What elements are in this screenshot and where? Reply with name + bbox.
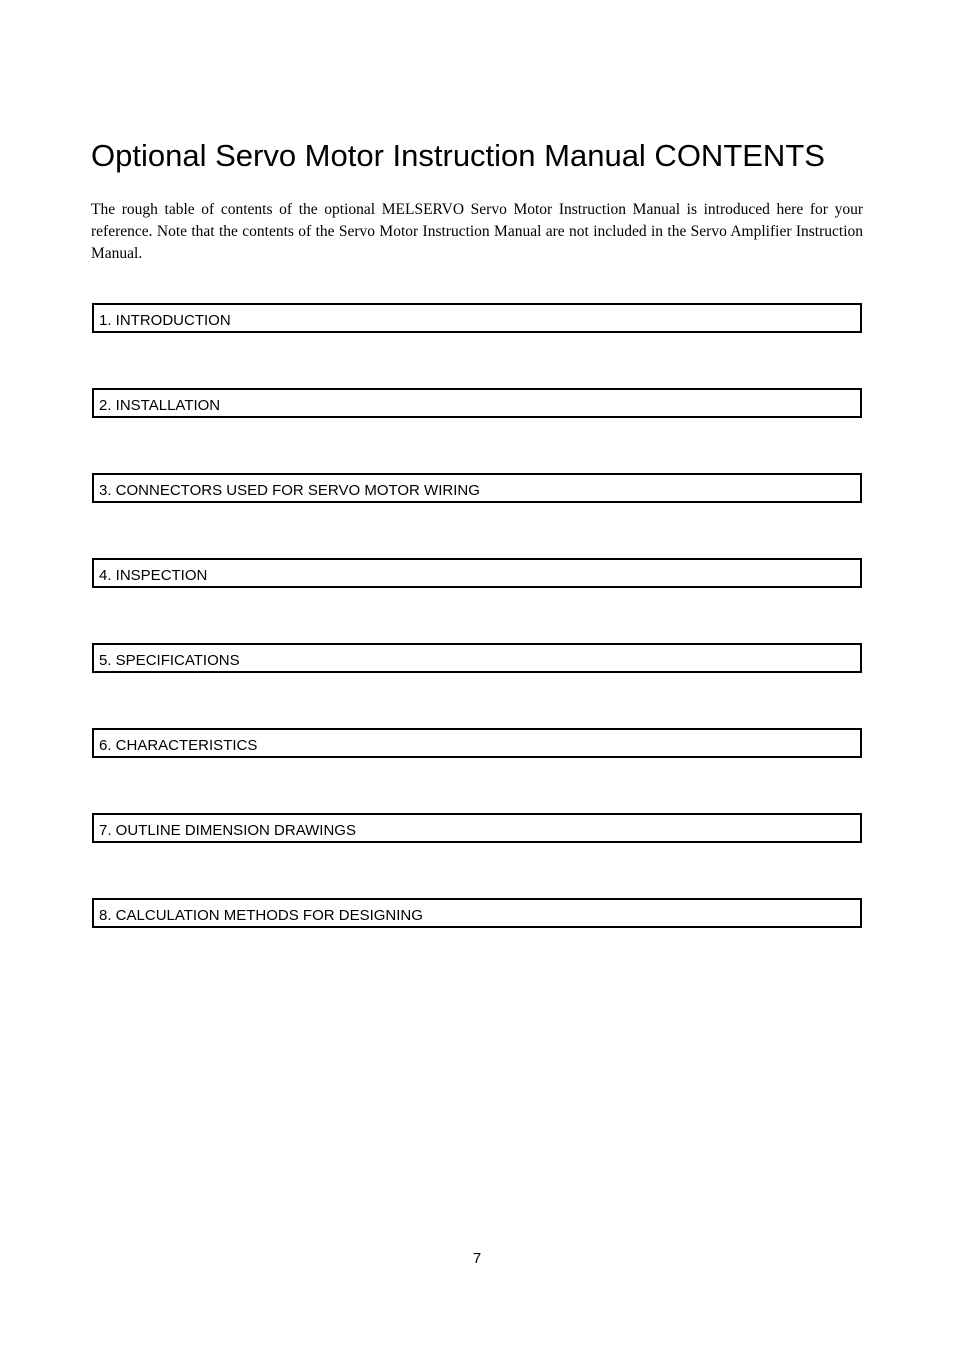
toc-item-label: 3. CONNECTORS USED FOR SERVO MOTOR WIRING <box>99 481 480 499</box>
toc-item-outline-dimension-drawings <box>92 813 862 843</box>
intro-paragraph: The rough table of contents of the optional MELSERVO Servo Motor Instruction Manual is introduced here for your reference. Note that the contents of the Servo Motor Instruction Manual are not included in the Servo Amplifier Instruction Manual. <box>91 201 863 262</box>
toc-item-introduction <box>92 303 862 333</box>
page-title: Optional Servo Motor Instruction Manual CONTENTS <box>91 138 825 173</box>
toc-item-label: 1. INTRODUCTION <box>99 311 231 329</box>
toc-item-inspection <box>92 558 862 588</box>
toc-item-label: 6. CHARACTERISTICS <box>99 736 258 754</box>
toc-item-label: 7. OUTLINE DIMENSION DRAWINGS <box>99 821 356 839</box>
toc-item-specifications <box>92 643 862 673</box>
toc-item-label: 2. INSTALLATION <box>99 396 221 414</box>
toc-item-label: 4. INSPECTION <box>99 566 208 584</box>
toc-item-characteristics <box>92 728 862 758</box>
toc-item-label: 8. CALCULATION METHODS FOR DESIGNING <box>99 906 423 924</box>
page-number: 7 <box>472 1250 482 1267</box>
toc-item-connectors <box>92 473 862 503</box>
toc-item-label: 5. SPECIFICATIONS <box>99 651 240 669</box>
toc-item-calculation-methods <box>92 898 862 928</box>
table-of-contents <box>92 303 862 983</box>
toc-item-installation <box>92 388 862 418</box>
